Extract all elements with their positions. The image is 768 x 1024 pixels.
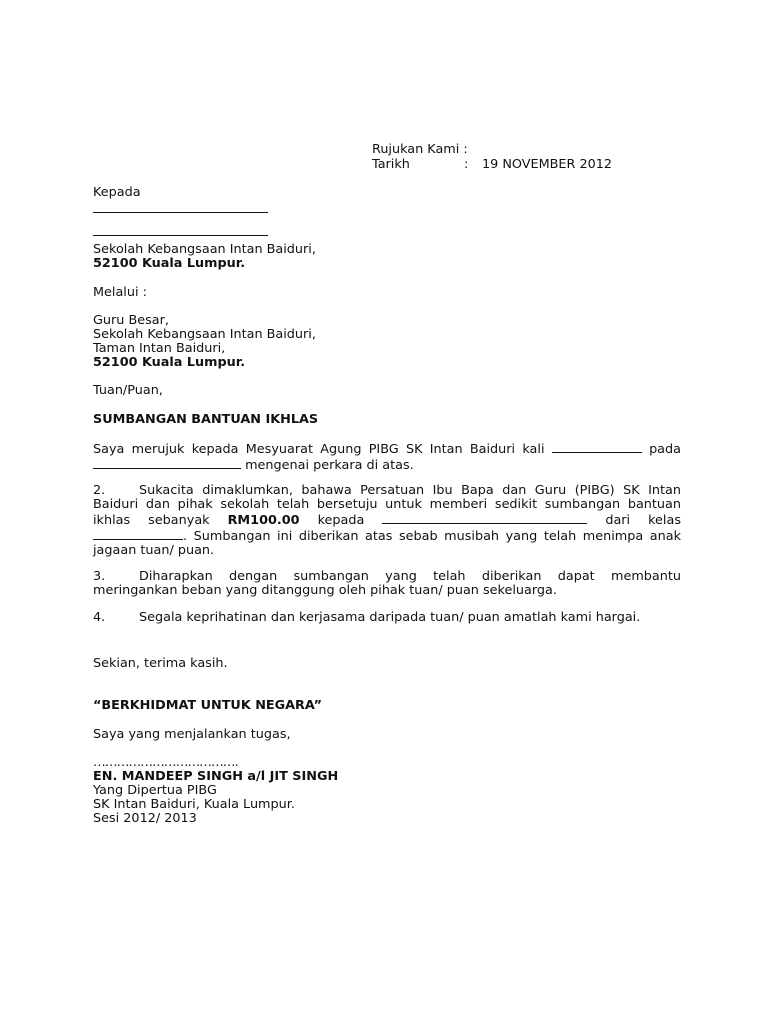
ref-date: 19 NOVEMBER 2012 bbox=[482, 157, 613, 172]
paragraph-1 bbox=[93, 441, 681, 473]
motto: “BERKHIDMAT UNTUK NEGARA” bbox=[93, 698, 323, 713]
p3-text: Diharapkan dengan sumbangan yang telah diberikan dapat membantu meringankan beban yang ditanggung oleh pihak tuan/ puan sekeluarga. bbox=[93, 569, 681, 598]
p3-number: 3. bbox=[93, 569, 106, 584]
closing: Sekian, terima kasih. bbox=[93, 656, 228, 671]
via-postcode: 52100 Kuala Lumpur. bbox=[93, 355, 246, 370]
p2-text-a: Sukacita dimaklumkan, bahawa Persatuan Ibu Bapa dan Guru (PIBG) SK Intan Baiduri dan pihak sekolah telah bersetuju untuk memberi sedikit sumbangan bantuan ikhlas sebanyak bbox=[93, 483, 681, 528]
signer-session: Sesi 2012/ 2013 bbox=[93, 811, 197, 826]
signer-org: SK Intan Baiduri, Kuala Lumpur. bbox=[93, 797, 295, 812]
melalui-label: Melalui : bbox=[93, 285, 147, 300]
duty-line: Saya yang menjalankan tugas, bbox=[93, 727, 291, 742]
recipient-postcode: 52100 Kuala Lumpur. bbox=[93, 256, 246, 271]
p2-text-c: dari kelas bbox=[605, 513, 681, 528]
signer-name: EN. MANDEEP SINGH a/l JIT SINGH bbox=[93, 769, 339, 784]
p2-text-b: kepada bbox=[317, 513, 365, 528]
salutation: Tuan/Puan, bbox=[93, 383, 163, 398]
p2-number: 2. bbox=[93, 483, 106, 498]
ref-tarikh-colon: : bbox=[464, 157, 469, 172]
recipient-blank-1 bbox=[93, 212, 268, 213]
recipient-school: Sekolah Kebangsaan Intan Baiduri, bbox=[93, 242, 316, 257]
kepada-label: Kepada bbox=[93, 185, 141, 200]
p4-number: 4. bbox=[93, 610, 106, 625]
ref-rujukan bbox=[372, 143, 468, 157]
via-school: Sekolah Kebangsaan Intan Baiduri, bbox=[93, 327, 316, 342]
subject-heading: SUMBANGAN BANTUAN IKHLAS bbox=[93, 412, 319, 427]
p2-text-d: . Sumbangan ini diberikan atas sebab musibah yang telah menimpa anak jagaan tuan/ puan. bbox=[93, 529, 681, 558]
p1-text-c: mengenai perkara di atas. bbox=[245, 458, 414, 473]
signature-line: ………………………………. bbox=[93, 755, 238, 770]
signer-position: Yang Dipertua PIBG bbox=[93, 783, 217, 798]
via-title: Guru Besar, bbox=[93, 313, 169, 328]
paragraph-2 bbox=[93, 484, 681, 558]
rujukan-label: Rujukan Kami : bbox=[372, 142, 468, 157]
p2-blank-class bbox=[93, 528, 183, 540]
recipient-blank-2 bbox=[93, 235, 268, 236]
paragraph-4 bbox=[93, 611, 681, 625]
ref-tarikh-label: Tarikh bbox=[372, 157, 410, 172]
p1-blank-kali bbox=[552, 441, 642, 453]
p4-text: Segala keprihatinan dan kerjasama daripada tuan/ puan amatlah kami hargai. bbox=[139, 610, 641, 625]
paragraph-3 bbox=[93, 570, 681, 598]
via-street: Taman Intan Baiduri, bbox=[93, 341, 226, 356]
p1-blank-date bbox=[93, 457, 241, 469]
p2-blank-name bbox=[382, 512, 587, 524]
p1-text-b: pada bbox=[649, 442, 681, 457]
p1-text-a: Saya merujuk kepada Mesyuarat Agung PIBG SK Intan Baiduri kali bbox=[93, 442, 545, 457]
p2-amount: RM100.00 bbox=[227, 513, 300, 528]
